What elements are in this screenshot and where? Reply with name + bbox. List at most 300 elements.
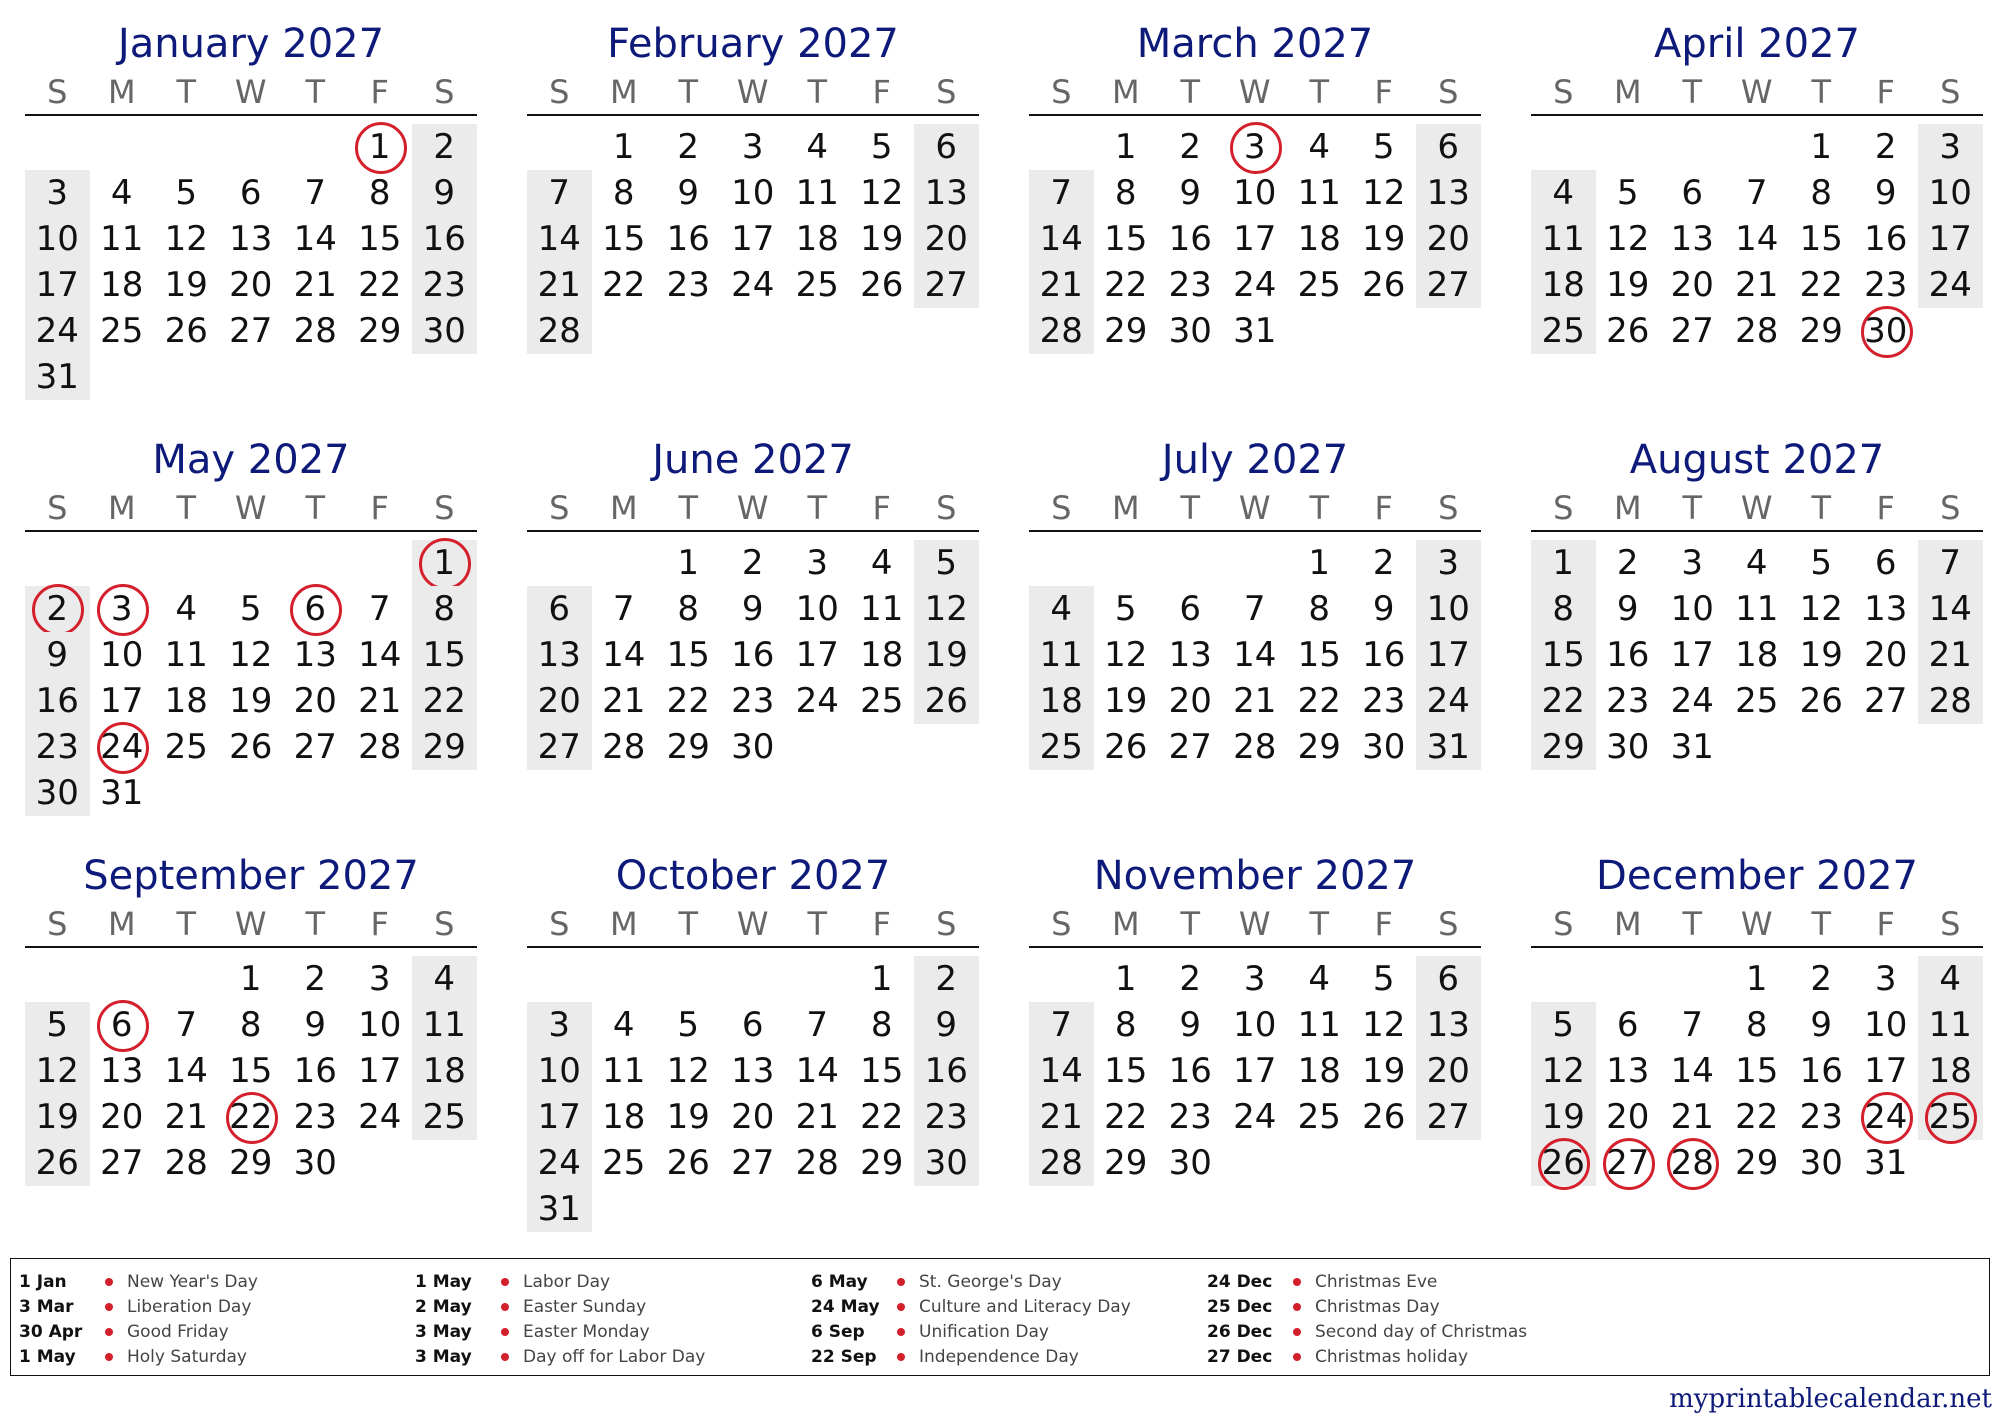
day-cell: 6 bbox=[1416, 124, 1481, 170]
day-cell: 19 bbox=[164, 265, 208, 305]
day-cell: 14 bbox=[1029, 1048, 1094, 1094]
day-cell: 28 bbox=[1233, 727, 1277, 767]
day-cell: 21 bbox=[602, 681, 646, 721]
day-cell: 19 bbox=[1362, 1051, 1406, 1091]
holiday-day-cell: 30 bbox=[1854, 308, 1919, 354]
day-cell: 30 bbox=[412, 308, 477, 354]
weekday-label: S bbox=[549, 905, 570, 943]
weekday-label: M bbox=[1111, 73, 1140, 111]
day-cell: 19 bbox=[25, 1094, 90, 1140]
day-cell: 22 bbox=[1297, 681, 1341, 721]
legend-date: 1 Jan bbox=[19, 1271, 67, 1292]
day-cell: 23 bbox=[1168, 1097, 1212, 1137]
month-block bbox=[527, 18, 979, 400]
day-cell: 20 bbox=[1864, 635, 1908, 675]
day-cell: 1 bbox=[870, 959, 893, 999]
weekday-label: T bbox=[807, 905, 828, 943]
day-cell: 29 bbox=[1799, 311, 1843, 351]
day-cell: 13 bbox=[293, 635, 337, 675]
day-cell: 29 bbox=[1104, 311, 1148, 351]
day-cell: 27 bbox=[527, 724, 592, 770]
legend-holiday-name: Labor Day bbox=[523, 1271, 611, 1292]
day-cell: 18 bbox=[1918, 1048, 1983, 1094]
day-cell: 17 bbox=[527, 1094, 592, 1140]
weekday-label: F bbox=[1876, 73, 1895, 111]
day-cell: 28 bbox=[1029, 308, 1094, 354]
legend-column bbox=[811, 1269, 1131, 1369]
day-cell: 28 bbox=[293, 311, 337, 351]
day-cell: 28 bbox=[1029, 1140, 1094, 1186]
day-cell: 15 bbox=[666, 635, 710, 675]
day-cell: 25 bbox=[164, 727, 208, 767]
day-cell: 8 bbox=[239, 1005, 262, 1045]
weekday-label: S bbox=[434, 489, 455, 527]
day-cell: 12 bbox=[666, 1051, 710, 1091]
day-cell: 1 bbox=[1114, 959, 1137, 999]
day-cell: 4 bbox=[1745, 543, 1768, 583]
month-title: August 2027 bbox=[1629, 437, 1885, 483]
legend-holiday-name: Christmas Eve bbox=[1315, 1271, 1438, 1292]
day-cell: 21 bbox=[527, 262, 592, 308]
day-cell: 2 bbox=[914, 956, 979, 1002]
day-cell: 18 bbox=[1531, 262, 1596, 308]
day-cell: 12 bbox=[1362, 1005, 1406, 1045]
day-cell: 18 bbox=[795, 219, 839, 259]
legend-date: 3 May bbox=[415, 1321, 472, 1342]
day-cell: 17 bbox=[795, 635, 839, 675]
weekday-header bbox=[1029, 902, 1481, 948]
day-cell: 19 bbox=[1531, 1094, 1596, 1140]
weekday-label: T bbox=[176, 489, 197, 527]
day-cell: 31 bbox=[25, 354, 90, 400]
day-cell: 5 bbox=[1372, 127, 1395, 167]
day-grid bbox=[1029, 956, 1481, 1232]
day-cell: 30 bbox=[1168, 311, 1212, 351]
day-cell: 9 bbox=[741, 589, 764, 629]
day-cell: 7 bbox=[1745, 173, 1768, 213]
month-title: July 2027 bbox=[1161, 437, 1349, 483]
day-cell: 17 bbox=[1864, 1051, 1908, 1091]
day-cell: 3 bbox=[1874, 959, 1897, 999]
bullet-icon bbox=[897, 1278, 905, 1286]
weekday-label: T bbox=[1180, 489, 1201, 527]
weekday-label: W bbox=[1238, 905, 1271, 943]
day-cell: 25 bbox=[100, 311, 144, 351]
day-cell: 2 bbox=[1810, 959, 1833, 999]
legend-holiday-name: Day off for Labor Day bbox=[523, 1346, 706, 1367]
weekday-label: S bbox=[1553, 73, 1574, 111]
weekday-label: S bbox=[434, 905, 455, 943]
weekday-label: S bbox=[549, 73, 570, 111]
legend-item bbox=[19, 1269, 258, 1294]
weekday-label: W bbox=[736, 905, 769, 943]
day-cell: 29 bbox=[860, 1143, 904, 1183]
day-cell: 5 bbox=[914, 540, 979, 586]
day-cell: 8 bbox=[412, 586, 477, 632]
weekday-label: W bbox=[1238, 73, 1271, 111]
month-title: March 2027 bbox=[1136, 21, 1374, 67]
day-cell: 29 bbox=[1735, 1143, 1779, 1183]
weekday-label: M bbox=[1111, 489, 1140, 527]
legend-item bbox=[1207, 1269, 1527, 1294]
day-cell: 22 bbox=[1735, 1097, 1779, 1137]
weekday-label: T bbox=[176, 905, 197, 943]
day-cell: 9 bbox=[1372, 589, 1395, 629]
day-cell: 11 bbox=[602, 1051, 646, 1091]
day-cell: 17 bbox=[25, 262, 90, 308]
day-cell: 24 bbox=[1416, 678, 1481, 724]
weekday-label: S bbox=[47, 905, 68, 943]
legend-holiday-name: Easter Sunday bbox=[523, 1296, 647, 1317]
day-cell: 7 bbox=[175, 1005, 198, 1045]
weekday-label: W bbox=[1740, 73, 1773, 111]
day-cell: 2 bbox=[677, 127, 700, 167]
day-cell: 20 bbox=[1416, 1048, 1481, 1094]
bullet-icon bbox=[105, 1328, 113, 1336]
day-cell: 20 bbox=[1168, 681, 1212, 721]
day-cell: 21 bbox=[1029, 1094, 1094, 1140]
day-cell: 11 bbox=[164, 635, 208, 675]
legend-date: 24 May bbox=[811, 1296, 880, 1317]
weekday-label: M bbox=[609, 489, 638, 527]
day-cell: 1 bbox=[612, 127, 635, 167]
weekday-label: T bbox=[807, 489, 828, 527]
legend-holiday-name: Independence Day bbox=[919, 1346, 1079, 1367]
day-cell: 2 bbox=[1179, 127, 1202, 167]
day-cell: 27 bbox=[1416, 262, 1481, 308]
day-cell: 30 bbox=[914, 1140, 979, 1186]
bullet-icon bbox=[501, 1303, 509, 1311]
month-title: April 2027 bbox=[1654, 21, 1860, 67]
day-grid bbox=[25, 124, 477, 400]
day-cell: 20 bbox=[914, 216, 979, 262]
weekday-label: S bbox=[1438, 73, 1459, 111]
day-cell: 15 bbox=[1104, 1051, 1148, 1091]
day-cell: 18 bbox=[164, 681, 208, 721]
weekday-label: T bbox=[1811, 905, 1832, 943]
day-cell: 12 bbox=[1531, 1048, 1596, 1094]
day-cell: 10 bbox=[731, 173, 775, 213]
day-cell: 26 bbox=[666, 1143, 710, 1183]
legend-item bbox=[811, 1269, 1131, 1294]
weekday-label: S bbox=[936, 905, 957, 943]
legend-holiday-name: Second day of Christmas bbox=[1315, 1321, 1528, 1342]
day-cell: 11 bbox=[1029, 632, 1094, 678]
day-cell: 16 bbox=[412, 216, 477, 262]
day-cell: 11 bbox=[1918, 1002, 1983, 1048]
day-cell: 12 bbox=[229, 635, 273, 675]
weekday-label: S bbox=[1553, 905, 1574, 943]
day-cell: 1 bbox=[1810, 127, 1833, 167]
day-cell: 29 bbox=[412, 724, 477, 770]
legend-column bbox=[415, 1269, 705, 1369]
day-cell: 10 bbox=[1233, 1005, 1277, 1045]
day-cell: 22 bbox=[412, 678, 477, 724]
day-cell: 5 bbox=[25, 1002, 90, 1048]
day-cell: 4 bbox=[412, 956, 477, 1002]
day-grid bbox=[1531, 956, 1983, 1232]
month-title: October 2027 bbox=[615, 853, 891, 899]
month-block bbox=[1531, 18, 1983, 400]
day-cell: 20 bbox=[1416, 216, 1481, 262]
month-title: May 2027 bbox=[152, 437, 350, 483]
day-cell: 14 bbox=[1735, 219, 1779, 259]
day-cell: 17 bbox=[1233, 219, 1277, 259]
day-cell: 30 bbox=[731, 727, 775, 767]
weekday-header bbox=[1531, 902, 1983, 948]
weekday-label: F bbox=[872, 73, 891, 111]
weekday-label: M bbox=[107, 73, 136, 111]
month-block bbox=[25, 850, 477, 1232]
day-cell: 19 bbox=[914, 632, 979, 678]
month-block bbox=[1531, 434, 1983, 816]
day-cell: 21 bbox=[795, 1097, 839, 1137]
day-cell: 3 bbox=[25, 170, 90, 216]
day-grid bbox=[25, 540, 477, 816]
weekday-label: F bbox=[1876, 905, 1895, 943]
day-cell: 18 bbox=[860, 635, 904, 675]
day-cell: 16 bbox=[1799, 1051, 1843, 1091]
legend-item bbox=[19, 1294, 258, 1319]
day-cell: 1 bbox=[677, 543, 700, 583]
day-cell: 10 bbox=[1233, 173, 1277, 213]
day-cell: 17 bbox=[358, 1051, 402, 1091]
day-cell: 12 bbox=[1606, 219, 1650, 259]
day-grid bbox=[1029, 124, 1481, 400]
day-cell: 24 bbox=[795, 681, 839, 721]
holiday-day-cell: 2 bbox=[25, 586, 90, 632]
weekday-label: S bbox=[1553, 489, 1574, 527]
month-block bbox=[1531, 850, 1983, 1232]
day-cell: 31 bbox=[1233, 311, 1277, 351]
weekday-label: M bbox=[1613, 905, 1642, 943]
weekday-label: F bbox=[370, 905, 389, 943]
day-cell: 30 bbox=[293, 1143, 337, 1183]
day-cell: 23 bbox=[731, 681, 775, 721]
weekday-label: S bbox=[1051, 73, 1072, 111]
bullet-icon bbox=[897, 1353, 905, 1361]
day-cell: 6 bbox=[741, 1005, 764, 1045]
day-cell: 18 bbox=[602, 1097, 646, 1137]
legend-date: 3 May bbox=[415, 1346, 472, 1367]
day-cell: 28 bbox=[795, 1143, 839, 1183]
holiday-day-cell: 28 bbox=[1660, 1140, 1725, 1186]
weekday-label: S bbox=[549, 489, 570, 527]
legend-holiday-name: Christmas Day bbox=[1315, 1296, 1440, 1317]
day-cell: 3 bbox=[1681, 543, 1704, 583]
day-grid bbox=[1531, 124, 1983, 400]
day-cell: 16 bbox=[1168, 219, 1212, 259]
day-cell: 27 bbox=[914, 262, 979, 308]
day-cell: 30 bbox=[1362, 727, 1406, 767]
day-cell: 25 bbox=[1297, 1097, 1341, 1137]
day-cell: 8 bbox=[1114, 173, 1137, 213]
month-block bbox=[1029, 434, 1481, 816]
weekday-label: T bbox=[1180, 73, 1201, 111]
day-cell: 20 bbox=[731, 1097, 775, 1137]
day-cell: 2 bbox=[412, 124, 477, 170]
day-cell: 20 bbox=[1670, 265, 1714, 305]
day-cell: 5 bbox=[1114, 589, 1137, 629]
weekday-label: F bbox=[1374, 73, 1393, 111]
holiday-day-cell: 6 bbox=[283, 586, 348, 632]
day-cell: 3 bbox=[806, 543, 829, 583]
day-cell: 8 bbox=[1810, 173, 1833, 213]
day-cell: 28 bbox=[527, 308, 592, 354]
day-cell: 13 bbox=[1416, 1002, 1481, 1048]
month-block bbox=[1029, 18, 1481, 400]
day-cell: 23 bbox=[914, 1094, 979, 1140]
weekday-label: M bbox=[107, 489, 136, 527]
legend-column bbox=[1207, 1269, 1527, 1369]
site-footer[interactable]: myprintablecalendar.net bbox=[1669, 1384, 1992, 1414]
legend-holiday-name: Christmas holiday bbox=[1315, 1346, 1469, 1367]
day-cell: 16 bbox=[1168, 1051, 1212, 1091]
day-cell: 5 bbox=[870, 127, 893, 167]
day-cell: 25 bbox=[1029, 724, 1094, 770]
legend-holiday-name: St. George's Day bbox=[919, 1271, 1062, 1292]
day-cell: 8 bbox=[870, 1005, 893, 1045]
day-cell: 17 bbox=[1918, 216, 1983, 262]
weekday-label: F bbox=[1374, 905, 1393, 943]
bullet-icon bbox=[105, 1303, 113, 1311]
bullet-icon bbox=[501, 1353, 509, 1361]
weekday-label: W bbox=[736, 73, 769, 111]
day-cell: 8 bbox=[1114, 1005, 1137, 1045]
day-cell: 30 bbox=[25, 770, 90, 816]
day-cell: 5 bbox=[1616, 173, 1639, 213]
weekday-label: W bbox=[234, 489, 267, 527]
day-cell: 21 bbox=[1029, 262, 1094, 308]
day-cell: 20 bbox=[100, 1097, 144, 1137]
legend-item bbox=[415, 1269, 705, 1294]
day-cell: 4 bbox=[870, 543, 893, 583]
day-cell: 2 bbox=[1372, 543, 1395, 583]
day-cell: 1 bbox=[239, 959, 262, 999]
day-cell: 15 bbox=[1735, 1051, 1779, 1091]
weekday-label: S bbox=[47, 489, 68, 527]
day-cell: 20 bbox=[527, 678, 592, 724]
day-cell: 9 bbox=[914, 1002, 979, 1048]
day-cell: 4 bbox=[175, 589, 198, 629]
day-cell: 16 bbox=[293, 1051, 337, 1091]
weekday-label: M bbox=[1613, 73, 1642, 111]
day-cell: 23 bbox=[1606, 681, 1650, 721]
day-cell: 14 bbox=[527, 216, 592, 262]
day-cell: 16 bbox=[1606, 635, 1650, 675]
day-cell: 27 bbox=[100, 1143, 144, 1183]
weekday-label: S bbox=[1438, 905, 1459, 943]
legend-item bbox=[811, 1344, 1131, 1369]
day-cell: 26 bbox=[1104, 727, 1148, 767]
day-cell: 30 bbox=[1606, 727, 1650, 767]
day-cell: 16 bbox=[25, 678, 90, 724]
weekday-label: M bbox=[609, 905, 638, 943]
day-cell: 15 bbox=[412, 632, 477, 678]
day-cell: 7 bbox=[1029, 1002, 1094, 1048]
weekday-label: S bbox=[936, 73, 957, 111]
day-cell: 23 bbox=[666, 265, 710, 305]
legend-item bbox=[415, 1344, 705, 1369]
day-cell: 21 bbox=[1233, 681, 1277, 721]
legend-holiday-name: Easter Monday bbox=[523, 1321, 650, 1342]
day-cell: 13 bbox=[100, 1051, 144, 1091]
day-cell: 7 bbox=[1243, 589, 1266, 629]
day-cell: 3 bbox=[527, 1002, 592, 1048]
day-cell: 10 bbox=[1416, 586, 1481, 632]
weekday-label: T bbox=[1309, 73, 1330, 111]
day-cell: 15 bbox=[1531, 632, 1596, 678]
day-cell: 12 bbox=[1362, 173, 1406, 213]
day-cell: 20 bbox=[229, 265, 273, 305]
day-cell: 8 bbox=[1745, 1005, 1768, 1045]
day-cell: 26 bbox=[1799, 681, 1843, 721]
day-cell: 8 bbox=[1531, 586, 1596, 632]
day-cell: 23 bbox=[412, 262, 477, 308]
day-grid bbox=[527, 124, 979, 400]
weekday-header bbox=[1531, 70, 1983, 116]
day-cell: 2 bbox=[1616, 543, 1639, 583]
legend-date: 25 Dec bbox=[1207, 1296, 1273, 1317]
weekday-label: T bbox=[1682, 73, 1703, 111]
day-cell: 19 bbox=[229, 681, 273, 721]
day-cell: 9 bbox=[25, 632, 90, 678]
day-cell: 10 bbox=[795, 589, 839, 629]
day-cell: 15 bbox=[1799, 219, 1843, 259]
day-cell: 28 bbox=[602, 727, 646, 767]
day-cell: 13 bbox=[914, 170, 979, 216]
day-cell: 22 bbox=[1104, 1097, 1148, 1137]
day-cell: 9 bbox=[412, 170, 477, 216]
day-cell: 9 bbox=[304, 1005, 327, 1045]
day-cell: 19 bbox=[666, 1097, 710, 1137]
day-cell: 24 bbox=[25, 308, 90, 354]
legend-date: 27 Dec bbox=[1207, 1346, 1273, 1367]
weekday-label: M bbox=[107, 905, 136, 943]
day-cell: 15 bbox=[358, 219, 402, 259]
day-cell: 14 bbox=[358, 635, 402, 675]
weekday-label: T bbox=[1682, 905, 1703, 943]
day-cell: 16 bbox=[1864, 219, 1908, 259]
day-cell: 28 bbox=[1918, 678, 1983, 724]
day-cell: 27 bbox=[1670, 311, 1714, 351]
day-cell: 11 bbox=[1531, 216, 1596, 262]
day-cell: 28 bbox=[1735, 311, 1779, 351]
weekday-label: S bbox=[1940, 905, 1961, 943]
day-cell: 19 bbox=[1104, 681, 1148, 721]
day-cell: 13 bbox=[1670, 219, 1714, 259]
legend-date: 22 Sep bbox=[811, 1346, 877, 1367]
day-cell: 25 bbox=[860, 681, 904, 721]
day-cell: 24 bbox=[1918, 262, 1983, 308]
day-cell: 22 bbox=[358, 265, 402, 305]
weekday-label: T bbox=[1309, 905, 1330, 943]
weekday-label: W bbox=[736, 489, 769, 527]
day-cell: 8 bbox=[368, 173, 391, 213]
day-cell: 6 bbox=[1874, 543, 1897, 583]
day-cell: 6 bbox=[239, 173, 262, 213]
weekday-label: S bbox=[47, 73, 68, 111]
day-cell: 4 bbox=[110, 173, 133, 213]
weekday-header bbox=[527, 70, 979, 116]
weekday-header bbox=[25, 70, 477, 116]
day-grid bbox=[1531, 540, 1983, 816]
day-cell: 6 bbox=[1416, 956, 1481, 1002]
bullet-icon bbox=[105, 1278, 113, 1286]
weekday-label: F bbox=[1374, 489, 1393, 527]
legend-item bbox=[415, 1319, 705, 1344]
day-cell: 17 bbox=[100, 681, 144, 721]
